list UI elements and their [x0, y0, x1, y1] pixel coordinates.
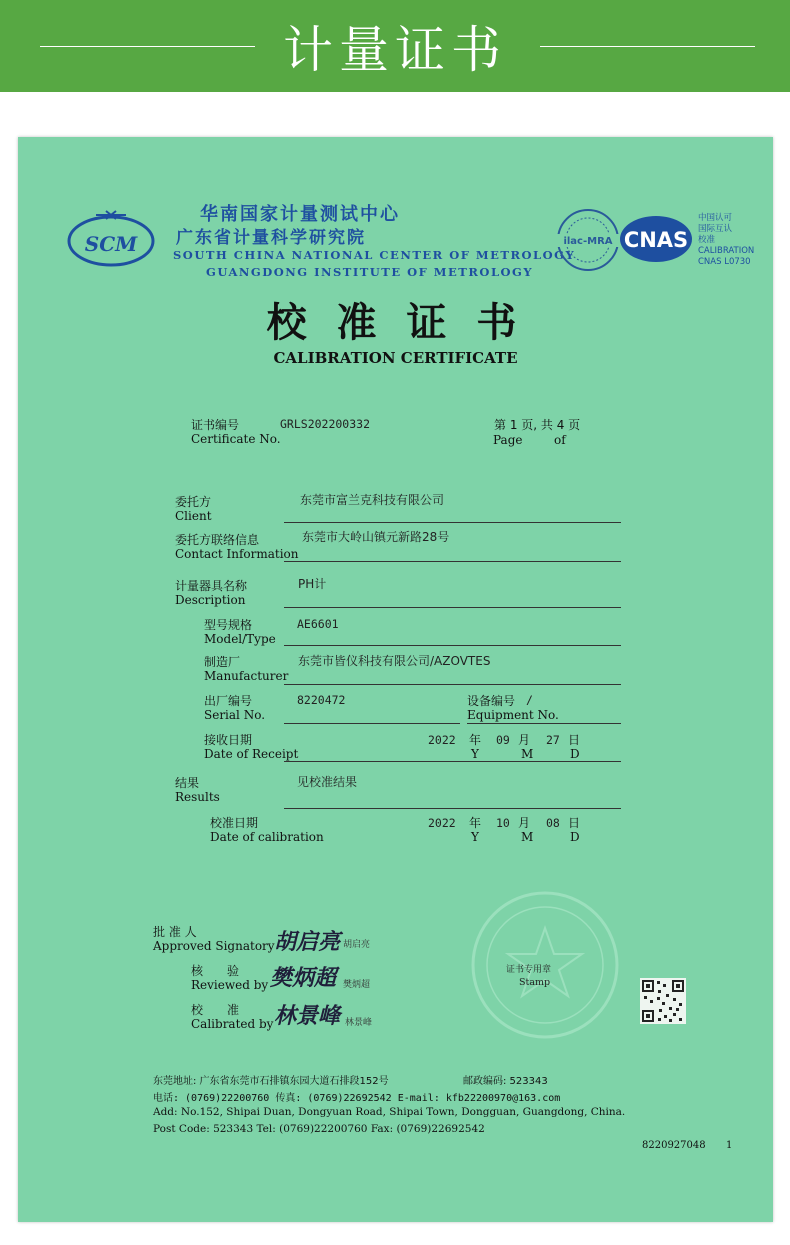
certificate-title-cn: 校 准 证 书	[266, 299, 525, 346]
manufacturer-label-en: Manufacturer	[204, 669, 289, 683]
equipment-value: /	[526, 693, 533, 707]
model-underline	[284, 645, 621, 646]
receipt-label-en: Date of Receipt	[204, 747, 299, 761]
approved-printed-name: 胡启亮	[343, 940, 371, 950]
receipt-d-en: D	[570, 747, 580, 761]
institute-name-en-1: SOUTH CHINA NATIONAL CENTER OF METROLOGY	[173, 248, 576, 262]
results-underline	[284, 808, 621, 809]
calibration-day-unit-cn: 日	[568, 816, 581, 830]
contact-label-cn: 委托方联络信息	[175, 533, 260, 547]
serial-underline	[284, 723, 460, 724]
certificate-title-en: CALIBRATION CERTIFICATE	[273, 349, 518, 367]
page-count-cn: 第 1 页, 共 4 页	[494, 418, 581, 432]
institute-name-en-2: GUANGDONG INSTITUTE OF METROLOGY	[206, 265, 534, 279]
certificate-paper	[18, 137, 773, 1222]
stamp-label-en: Stamp	[519, 977, 551, 988]
receipt-day-unit-cn: 日	[568, 733, 581, 747]
receipt-year-unit-cn: 年	[469, 733, 482, 747]
serial-value: 8220472	[297, 693, 346, 707]
description-value: PH计	[298, 577, 327, 591]
stamp-label-cn: 证书专用章	[506, 965, 552, 975]
model-value: AE6601	[297, 617, 339, 631]
manufacturer-label-cn: 制造厂	[204, 655, 241, 669]
cnas-logo-text: CNAS	[623, 228, 689, 252]
cnas-caption-line: CALIBRATION	[698, 246, 755, 256]
reviewed-signature: 樊炳超	[270, 965, 337, 991]
model-label-cn: 型号规格	[204, 618, 253, 632]
contact-underline	[284, 561, 621, 562]
top-banner	[0, 0, 790, 92]
footer-address-cn: 东莞地址: 广东省东莞市石排镇东园大道石排段152号	[153, 1076, 389, 1087]
calibration-date-label-cn: 校准日期	[210, 816, 259, 830]
results-label-cn: 结果	[175, 776, 200, 790]
client-value: 东莞市富兰克科技有限公司	[300, 493, 445, 507]
cnas-caption-line: 国际互认	[698, 224, 733, 234]
ilac-mra-logo-icon	[553, 207, 623, 273]
manufacturer-value: 东莞市皆仪科技有限公司/AZOVTES	[298, 654, 491, 668]
scm-logo-text: SCM	[84, 232, 138, 256]
calibration-year-unit-cn: 年	[469, 816, 482, 830]
footer-page-mark: 1	[726, 1140, 733, 1151]
certificate-no-value: GRLS202200332	[280, 417, 371, 431]
qr-code-icon	[640, 978, 686, 1024]
calibration-y-en: Y	[471, 830, 479, 844]
banner-title: 计量证书	[283, 21, 507, 79]
calibration-m-en: M	[521, 830, 534, 844]
calibration-day: 08	[546, 816, 560, 830]
cnas-caption-line: 中国认可	[698, 213, 733, 223]
footer-post-en: Post Code: 523343 Tel: (0769)22200760 Fax: (0769)22692542	[153, 1123, 485, 1135]
results-label-en: Results	[175, 790, 220, 804]
footer-address-en: Add: No.152, Shipai Duan, Dongyuan Road, Shipai Town, Dongguan, Guangdong, China.	[153, 1106, 626, 1118]
receipt-year: 2022	[428, 733, 456, 747]
receipt-label-cn: 接收日期	[204, 733, 253, 747]
calibrated-signature: 林景峰	[274, 1003, 341, 1029]
calibrated-label-cn: 校 准	[191, 1003, 240, 1017]
reviewed-label-en: Reviewed by	[191, 978, 269, 992]
certificate-no-label-en: Certificate No.	[191, 432, 281, 446]
description-label-cn: 计量器具名称	[175, 579, 248, 593]
institute-name-cn-1: 华南国家计量测试中心	[200, 204, 400, 225]
client-label-cn: 委托方	[175, 495, 212, 509]
approved-label-cn: 批 准 人	[153, 925, 197, 939]
equipment-label-en: Equipment No.	[467, 708, 559, 722]
equipment-underline	[467, 723, 621, 724]
approved-signature: 胡启亮	[274, 929, 341, 955]
reviewed-label-cn: 核 验	[191, 964, 240, 978]
results-value: 见校准结果	[297, 775, 358, 789]
receipt-y-en: Y	[471, 747, 479, 761]
model-label-en: Model/Type	[204, 632, 276, 646]
receipt-m-en: M	[521, 747, 534, 761]
client-label-en: Client	[175, 509, 212, 523]
cnas-caption	[698, 213, 754, 268]
cnas-logo-icon	[618, 214, 694, 264]
receipt-month-unit-cn: 月	[518, 733, 531, 747]
receipt-month: 09	[496, 733, 510, 747]
page-of-label-en: of	[554, 433, 566, 447]
serial-label-en: Serial No.	[204, 708, 266, 722]
scm-logo-icon	[66, 207, 156, 269]
ilac-mra-text: ilac-MRA	[563, 236, 613, 247]
footer-document-number: 8220927048	[642, 1140, 706, 1151]
manufacturer-underline	[284, 684, 621, 685]
serial-label-cn: 出厂编号	[204, 694, 253, 708]
contact-value: 东莞市大岭山镇元新路28号	[302, 530, 450, 544]
footer-postcode-cn: 邮政编码: 523343	[463, 1076, 548, 1087]
description-label-en: Description	[175, 593, 246, 607]
calibration-month: 10	[496, 816, 510, 830]
certificate-no-label-cn: 证书编号	[191, 418, 240, 432]
calibrated-label-en: Calibrated by	[191, 1017, 274, 1031]
cnas-caption-line: CNAS L0730	[698, 257, 751, 267]
receipt-day: 27	[546, 733, 560, 747]
calibration-year: 2022	[428, 816, 456, 830]
receipt-underline	[284, 761, 621, 762]
calibration-d-en: D	[570, 830, 580, 844]
calibration-date-label-en: Date of calibration	[210, 830, 324, 844]
institute-name-cn-2: 广东省计量科学研究院	[176, 228, 366, 248]
calibrated-printed-name: 林景峰	[345, 1018, 373, 1028]
reviewed-printed-name: 樊炳超	[343, 980, 371, 990]
calibration-month-unit-cn: 月	[518, 816, 531, 830]
cnas-caption-line: 校准	[698, 235, 716, 245]
footer-phone-cn: 电话: (0769)22200760 传真: (0769)22692542 E-mail: kfb22200970@163.com	[153, 1093, 561, 1104]
approved-label-en: Approved Signatory	[153, 939, 275, 953]
description-underline	[284, 607, 621, 608]
equipment-label-cn: 设备编号	[467, 694, 516, 708]
contact-label-en: Contact Information	[175, 547, 299, 561]
client-underline	[284, 522, 621, 523]
page-label-en: Page	[493, 433, 523, 447]
